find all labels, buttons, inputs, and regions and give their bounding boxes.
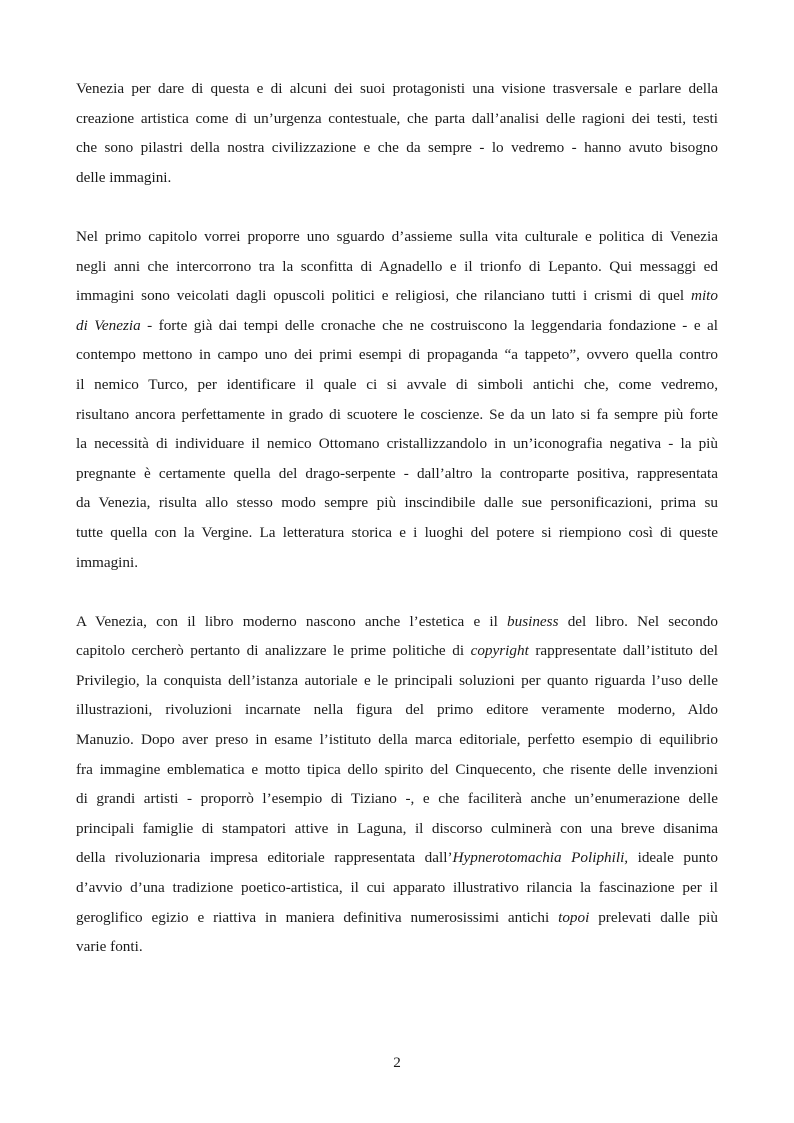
- text-line: [76, 74, 718, 104]
- text-run: ideale punto: [628, 849, 718, 867]
- text-run: Nel primo capitolo vorrei proporre uno sguardo d’assieme sulla vita culturale e politica di Venezia: [76, 227, 718, 245]
- text-run: da Venezia, risulta allo stesso modo sempre più inscindibile dalle sue personificazioni, prima su: [76, 494, 718, 512]
- text-run: capitolo cercherò pertanto di analizzare le prime politiche di: [76, 642, 471, 660]
- body-paragraph: [76, 74, 718, 192]
- text-run: immagini sono veicolati dagli opuscoli politici e religiosi, che rilanciano tutti i crismi di quel: [76, 287, 691, 305]
- text-line: [76, 725, 718, 755]
- text-line: [76, 281, 718, 311]
- text-run: la necessità di individuare il nemico Ottomano cristallizzandolo in un’iconografia negativa - la più: [76, 435, 718, 453]
- italic-text: mito: [690, 287, 718, 305]
- text-run: Manuzio. Dopo aver preso in esame l’istituto della marca editoriale, perfetto esempio di equilibrio: [76, 731, 718, 749]
- text-line: [76, 518, 718, 548]
- text-run: varie fonti.: [76, 938, 143, 956]
- text-line: [76, 370, 718, 400]
- text-run: principali famiglie di stampatori attive in Laguna, il discorso culminerà con una breve disanima: [76, 819, 718, 837]
- text-run: prelevati dalle più: [589, 908, 718, 926]
- text-run: di grandi artisti - proporrò l’esempio di Tiziano -, e che faciliterà anche un’enumerazione delle: [76, 790, 718, 808]
- text-run: - forte già dai tempi delle cronache che ne costruiscono la leggendaria fondazione - e al: [140, 316, 718, 334]
- text-line: [76, 400, 718, 430]
- italic-text: copyright: [470, 642, 529, 660]
- text-line: [76, 873, 718, 903]
- text-run: contempo mettono in campo uno dei primi esempi di propaganda “a tappeto”, ovvero quella contro: [76, 346, 718, 364]
- text-line: [76, 843, 718, 873]
- text-run: immagini.: [76, 553, 139, 571]
- text-line: [76, 903, 718, 933]
- text-line: [76, 311, 718, 341]
- italic-text: di Venezia: [76, 316, 141, 334]
- text-run: Privilegio, la conquista dell’istanza autoriale e le principali soluzioni per quanto riguarda l’uso delle: [76, 671, 718, 689]
- text-run: della rivoluzionaria impresa editoriale rappresentata dall’: [76, 849, 453, 867]
- text-line: [76, 163, 718, 193]
- text-line: [76, 932, 718, 962]
- text-run: risultano ancora perfettamente in grado di scuotere le coscienze. Se da un lato si fa sempre più forte: [76, 405, 718, 423]
- document-page: [76, 74, 718, 962]
- text-run: Venezia per dare di questa e di alcuni dei suoi protagonisti una visione trasversale e parlare della: [76, 80, 718, 97]
- text-run: pregnante è certamente quella del drago-serpente - dall’altro la controparte positiva, rappresentata: [76, 464, 718, 482]
- page-number: 2: [393, 1054, 401, 1071]
- text-run: tutte quella con la Vergine. La letteratura storica e i luoghi del potere si riempiono così di queste: [76, 523, 718, 541]
- italic-text: Hypnerotomachia Poliphili,: [452, 849, 629, 867]
- text-line: [76, 695, 718, 725]
- text-line: [76, 340, 718, 370]
- text-line: [76, 133, 718, 163]
- text-line: [76, 666, 718, 696]
- text-line: [76, 636, 718, 666]
- text-line: [76, 104, 718, 134]
- italic-text: topoi: [558, 908, 590, 926]
- text-run: A Venezia, con il libro moderno nascono anche l’estetica e il: [76, 612, 508, 630]
- italic-text: business: [507, 612, 559, 630]
- text-run: che sono pilastri della nostra civilizzazione e che da sempre - lo vedremo - hanno avuto bisogno: [76, 139, 718, 157]
- text-run: delle immagini.: [76, 168, 172, 186]
- body-paragraph: [76, 222, 718, 577]
- text-line: [76, 814, 718, 844]
- text-line: [76, 607, 718, 637]
- text-run: del libro. Nel secondo: [558, 612, 718, 630]
- text-line: [76, 252, 718, 282]
- text-line: [76, 429, 718, 459]
- text-run: d’avvio d’una tradizione poetico-artistica, il cui apparato illustrativo rilancia la fascinazione per il: [76, 879, 718, 897]
- text-run: negli anni che intercorrono tra la sconfitta di Agnadello e il trionfo di Lepanto. Qui messaggi ed: [76, 257, 718, 275]
- text-line: [76, 488, 718, 518]
- body-paragraph: [76, 607, 718, 962]
- text-line: [76, 222, 718, 252]
- text-line: [76, 548, 718, 578]
- text-run: geroglifico egizio e riattiva in maniera definitiva numerosissimi antichi: [76, 908, 559, 926]
- text-run: illustrazioni, rivoluzioni incarnate nella figura del primo editore veramente moderno, Aldo: [76, 701, 718, 719]
- text-line: [76, 784, 718, 814]
- text-line: [76, 755, 718, 785]
- text-run: rappresentate dall’istituto del: [528, 642, 718, 660]
- text-run: il nemico Turco, per identificare il quale ci si avvale di simboli antichi che, come vedremo,: [76, 375, 718, 393]
- text-line: [76, 459, 718, 489]
- text-run: creazione artistica come di un’urgenza contestuale, che parta dall’analisi delle ragioni dei testi, testi: [76, 109, 718, 127]
- text-run: fra immagine emblematica e motto tipica dello spirito del Cinquecento, che risente delle invenzioni: [76, 760, 718, 778]
